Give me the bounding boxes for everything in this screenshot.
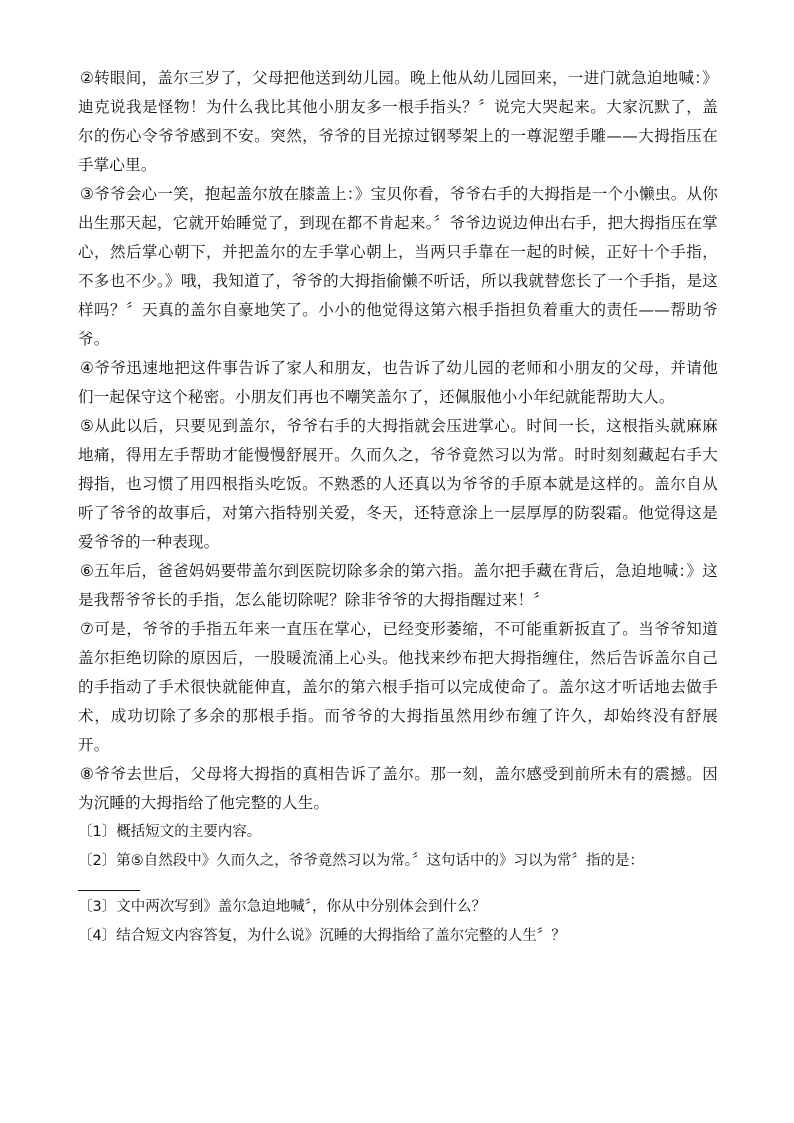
paragraph-5 — [78, 412, 718, 557]
question-1: 〔1〕概括短文的主要内容。 — [78, 824, 262, 840]
paragraph-text: 爷爷去世后，父母将大拇指的真相告诉了盖尔。那一刻，盖尔感受到前所未有的震撼。因为沉睡的大拇指给了他完整的人生。 — [78, 765, 718, 812]
paragraph-text: 可是，爷爷的手指五年来一直压在掌心，已经变形萎缩，不可能重新扳直了。当爷爷知道盖尔拒绝切除的原因后，一股暖流涌上心头。他找来纱布把大拇指缠住，然后告诉盖尔自己的手指动了手术很快就能伸直，盖尔的第六根手指可以完成使命了。盖尔这才听话地去做手术，成功切除了多余的那根手指。而爷爷的大拇指虽然用纱布缠了许久，却始终没有舒展开。 — [78, 620, 718, 754]
document-page — [78, 64, 718, 951]
paragraph-3 — [78, 180, 718, 354]
paragraph-text: 转眼间，盖尔三岁了，父母把他送到幼儿园。晚上他从幼儿园回来，一进门就急迫地喊：》迪克说我是怪物！为什么我比其他小朋友多一根手指头？〞说完大哭起来。大家沉默了，盖尔的伤心令爷爷感到不安。突然，爷爷的目光掠过钢琴架上的一尊泥塑手雕——大拇指压在手掌心里。 — [78, 69, 718, 174]
paragraph-6 — [78, 557, 718, 615]
paragraph-number: ② — [80, 69, 95, 87]
answer-blank-line — [78, 876, 140, 891]
paragraph-number: ④ — [80, 359, 95, 377]
paragraph-text: 爷爷会心一笑，抱起盖尔放在膝盖上：》宝贝你看，爷爷右手的大拇指是一个小懒虫。从你出生那天起，它就开始睡觉了，到现在都不肯起来。〞爷爷边说边伸出右手，把大拇指压在掌心，然后掌心朝下，并把盖尔的左手掌心朝上，当两只手靠在一起的时候，正好十个手指，不多也不少。》哦，我知道了，爷爷的大拇指偷懒不听话，所以我就替您长了一个手指，是这样吗？〞天真的盖尔自豪地笑了。小小的他觉得这第六根手指担负着重大的责任——帮助爷爷。 — [78, 185, 718, 348]
paragraph-number: ⑤ — [80, 417, 95, 435]
paragraph-7 — [78, 615, 718, 760]
paragraph-number: ③ — [80, 185, 95, 203]
paragraph-number: ⑥ — [80, 562, 95, 580]
paragraph-text: 从此以后，只要见到盖尔，爷爷右手的大拇指就会压进掌心。时间一长，这根指头就麻麻地痛，得用左手帮助才能慢慢舒展开。久而久之，爷爷竟然习以为常。时时刻刻藏起右手大拇指，也习惯了用四根指头吃饭。不熟悉的人还真以为爷爷的手原本就是这样的。盖尔自从听了爷爷的故事后，对第六指特别关爱，冬天，还特意涂上一层厚厚的防裂霜。他觉得这是爱爷爷的一种表现。 — [78, 417, 718, 551]
paragraph-4 — [78, 354, 718, 412]
paragraph-8 — [78, 760, 718, 818]
paragraph-number: ⑦ — [80, 620, 95, 638]
question-2: 〔2〕第⑤自然段中》久而久之，爷爷竟然习以为常。〞这句话中的》习以为常〞指的是： — [78, 853, 644, 869]
paragraph-text: 五年后，爸爸妈妈要带盖尔到医院切除多余的第六指。盖尔把手藏在背后，急迫地喊：》这是我帮爷爷长的手指，怎么能切除呢？除非爷爷的大拇指醒过来！〞 — [78, 562, 718, 609]
paragraph-text: 爷爷迅速地把这件事告诉了家人和朋友，也告诉了幼儿园的老师和小朋友的父母，并请他们一起保守这个秘密。小朋友们再也不嘲笑盖尔了，还佩服他小小年纪就能帮助大人。 — [78, 359, 718, 406]
paragraph-number: ⑧ — [80, 765, 95, 783]
question-4: 〔4〕结合短文内容答复，为什么说》沉睡的大拇指给了盖尔完整的人生〞？ — [78, 928, 566, 944]
paragraph-2 — [78, 64, 718, 180]
question-3: 〔3〕文中两次写到》盖尔急迫地喊〞，你从中分别体会到什么？ — [78, 899, 486, 915]
